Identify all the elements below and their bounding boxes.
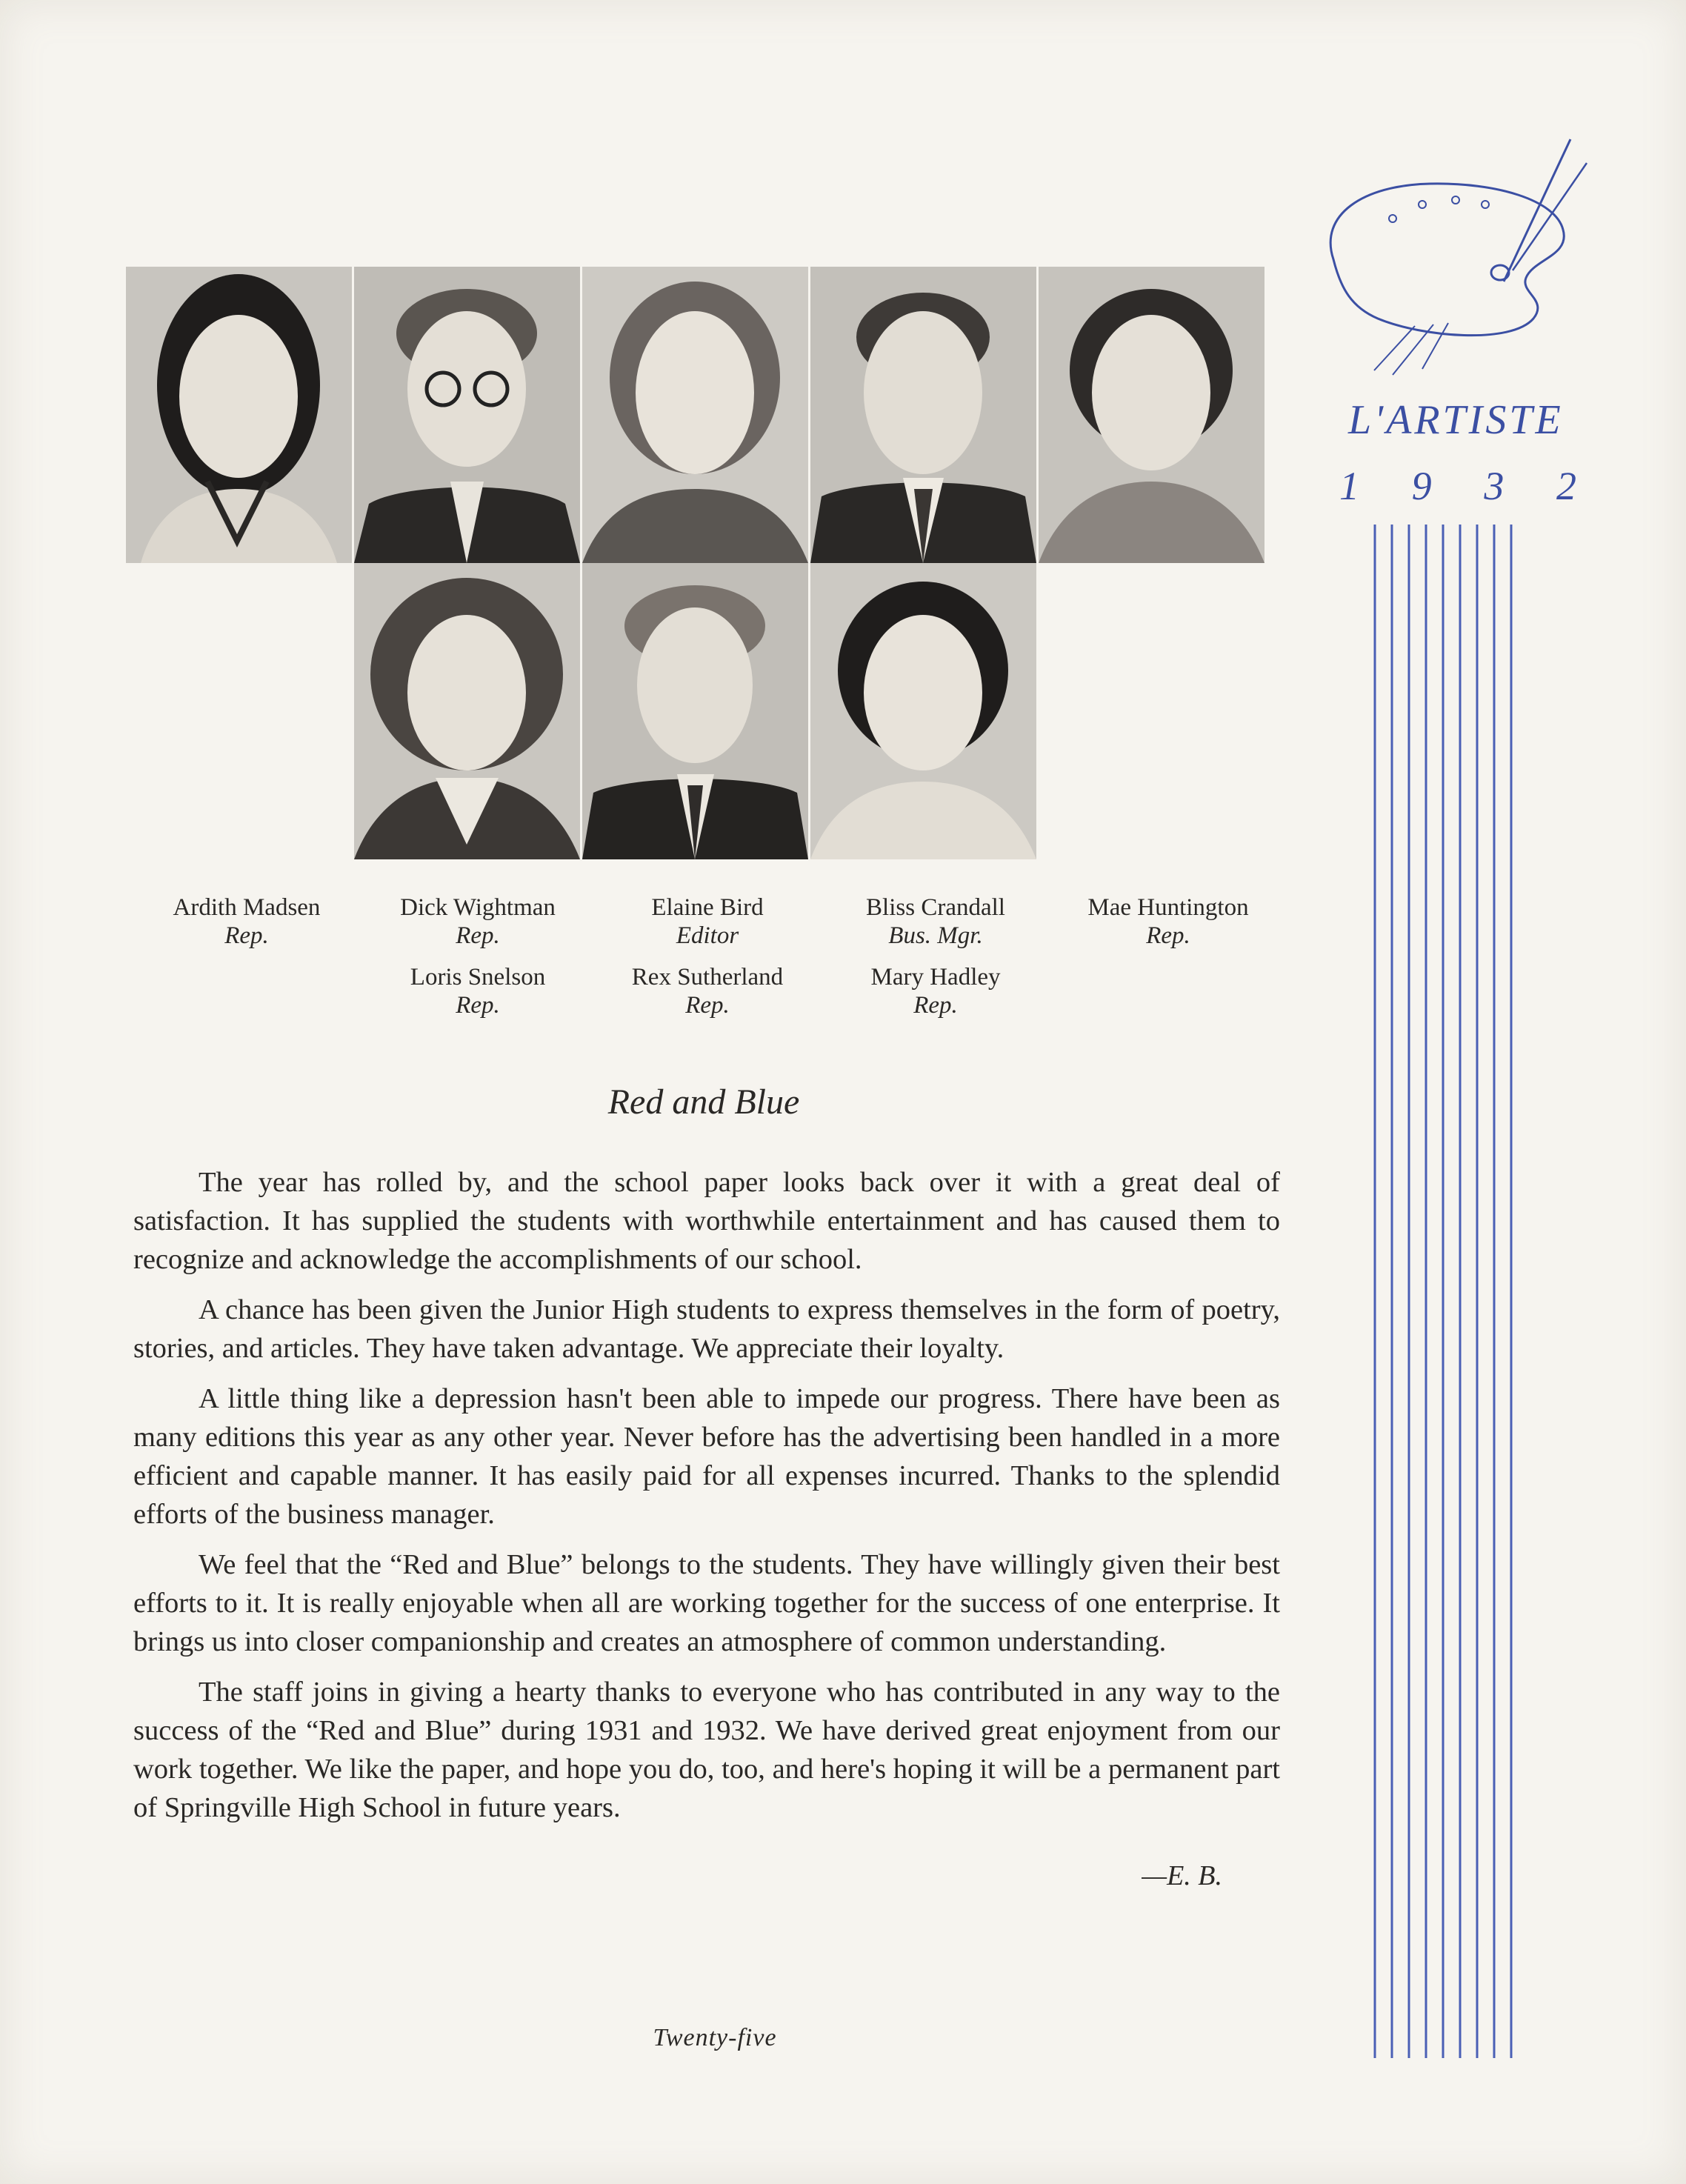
staff-role: Rep. [685,992,730,1019]
staff-role: Rep. [1146,922,1190,949]
staff-caption [821,963,1050,1019]
staff-name: Mae Huntington [1087,894,1249,921]
staff-role: Rep. [913,992,958,1019]
portrait-photo-ardith-madsen [126,267,352,563]
portrait-photo-dick-wightman [354,267,580,563]
year-digit: 2 [1556,464,1576,508]
staff-name: Mary Hadley [870,964,1001,991]
article-paragraph: The year has rolled by, and the school paper looks back over it with a great deal of satisfaction. It has supplied the students with worthwhile entertainment and has caused them to recognize and acknowledge the accomplishments of our school. [133,1167,1280,1275]
portrait-photo-mae-huntington [1039,267,1264,563]
article-paragraph: A little thing like a depression hasn't been able to impede our progress. There have been as many editions this year as any other year. Never before has the advertising been handled in a more efficient and capable manner. It has easily paid for all expenses incurred. Thanks to the splendid efforts of the business manager. [133,1383,1280,1530]
staff-role: Editor [676,922,739,949]
article-signature: —E. B. [1142,1860,1222,1891]
staff-caption [821,893,1050,950]
year-digit: 1 [1339,464,1359,508]
staff-role: Rep. [224,922,269,949]
article-paragraph: The staff joins in giving a hearty thanks to everyone who has contributed in any way to the success of the “Red and Blue” during 1931 and 1932. We have derived great enjoyment from our work together. We like the paper, and hope you do, too, and here's hoping it will be a permanent part of Springville High School in future years. [133,1677,1280,1823]
yearbook-title: L'ARTISTE [1348,397,1564,443]
staff-caption [593,963,822,1019]
staff-name: Elaine Bird [651,894,764,921]
staff-name: Rex Sutherland [631,964,784,991]
portrait-photo-bliss-crandall [810,267,1036,563]
article-body [133,1163,1280,1839]
staff-name: Ardith Madsen [173,894,321,921]
portrait-photo-elaine-bird [582,267,808,563]
portrait-photo-rex-sutherland [582,563,808,859]
portrait-photo-mary-hadley [810,563,1036,859]
staff-name: Dick Wightman [400,894,556,921]
staff-caption [363,893,593,950]
article-title: Red and Blue [607,1082,800,1122]
staff-caption [363,963,593,1019]
decorative-vertical-stripes [1369,525,1517,2058]
staff-caption [1053,893,1283,950]
portrait-photo-loris-snelson [354,563,580,859]
article-paragraph: A chance has been given the Junior High students to express themselves in the form of poetry, stories, and articles. They have taken advantage. We appreciate their loyalty. [133,1294,1280,1364]
yearbook-year [1339,463,1576,509]
staff-name: Loris Snelson [410,964,546,991]
staff-caption [132,893,361,950]
article-paragraph: We feel that the “Red and Blue” belongs to the students. They have willingly given their best efforts to it. It is really enjoyable when all are working together for the success of one enterprise. It brings us into closer companionship and creates an atmosphere of common understanding. [133,1549,1280,1657]
year-digit: 3 [1484,464,1505,508]
staff-role: Bus. Mgr. [888,922,983,949]
staff-caption [593,893,822,950]
staff-role: Rep. [456,992,500,1019]
staff-name: Bliss Crandall [866,894,1005,921]
page-number: Twenty-five [653,2024,777,2051]
staff-role: Rep. [456,922,500,949]
year-digit: 9 [1411,464,1432,508]
artist-palette-icon [1311,133,1593,385]
